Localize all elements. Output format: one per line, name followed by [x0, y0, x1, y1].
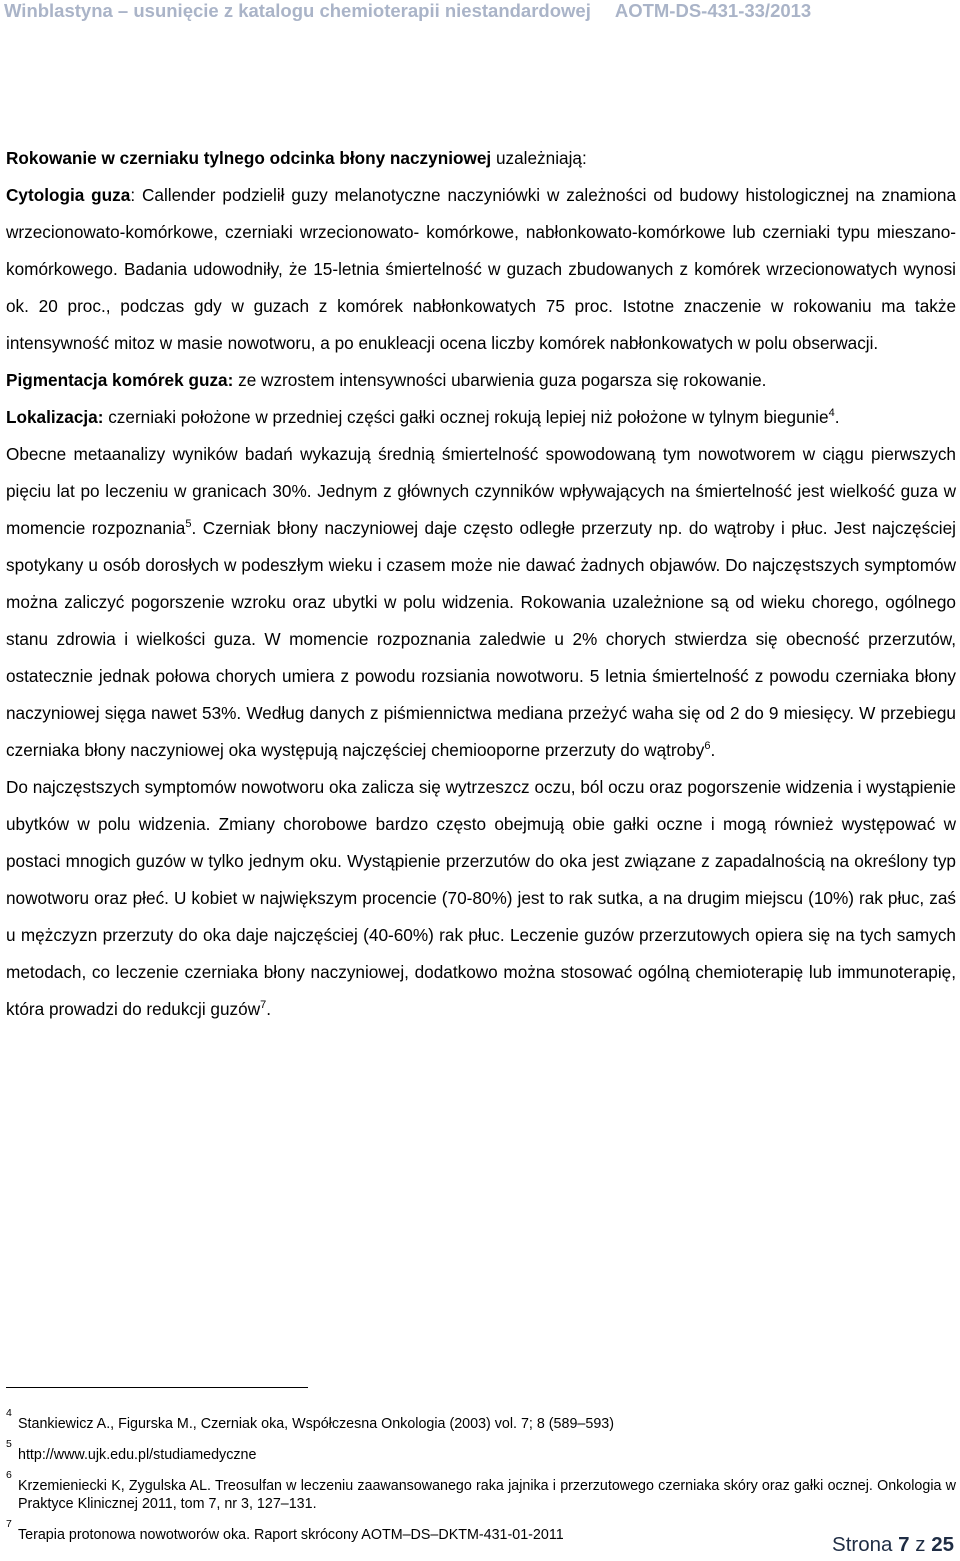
footnote-number: 4	[6, 1407, 12, 1419]
footnote-item	[6, 1408, 956, 1433]
paragraph-pigmentation	[6, 362, 956, 399]
paragraph-symptoms	[6, 769, 956, 1028]
metaanalyses-end: .	[710, 740, 716, 760]
symptoms-end: .	[266, 999, 272, 1019]
page-number-footer	[832, 1533, 954, 1557]
metaanalyses-text-b: . Czerniak błony naczyniowej daje często odległe przerzuty np. do wątroby i płuc. Jest najczęściej spotykany u osób dorosłych w podeszłym wieku i czasem może nie dawać żadnych objawów. Do najczęstszych symptomów można zaliczyć pogorszenie wzroku oraz ubytki w polu widzenia. Rokowania uzależnione są od wieku chorego, ogólnego stanu zdrowia i wielkości guza. W momencie rozpoznania zaledwie u 2% chorych stwierdza się obecność przerzutów, ostatecznie jednak połowa chorych umiera z powodu rozsiania nowotworu. 5 letnia śmiertelność z powodu czerniaka błony naczyniowej sięga nawet 53%. Według danych z piśmiennictwa mediana przeżyć waha się od 2 do 9 miesięcy. W przebiegu czerniaka błony naczyniowej oka występują najczęściej chemiooporne przerzuty do wątroby	[6, 518, 956, 760]
footnote-item	[6, 1519, 956, 1544]
header-document-code: AOTM-DS-431-33/2013	[614, 0, 812, 21]
footnote-number: 7	[6, 1518, 12, 1530]
footnote-item	[6, 1470, 956, 1513]
footnote-text: Stankiewicz A., Figurska M., Czerniak oka, Współczesna Onkologia (2003) vol. 7; 8 (589–593)	[18, 1416, 614, 1432]
page-label: Strona	[832, 1533, 893, 1556]
footnote-item	[6, 1439, 956, 1464]
paragraph-metaanalyses	[6, 436, 956, 769]
footnote-number: 5	[6, 1438, 12, 1450]
page-of: z	[915, 1533, 926, 1556]
location-text: czerniaki położone w przedniej części gałki ocznej rokują lepiej niż położone w tylnym biegunie	[103, 407, 829, 427]
paragraph-cytology	[6, 177, 956, 362]
cytology-text: : Callender podzielił guzy melanotyczne naczyniówki w zależności od budowy histologicznej na znamiona wrzecionowato-komórkowe, czerniaki wrzecionowato- komórkowe, nabłonkowato-komórkowe lub czerniaki typu mieszano-komórkowego. Badania udowodniły, że 15-letnia śmiertelność w guzach zbudowanych z komórek wrzecionowatych wynosi ok. 20 proc., podczas gdy w guzach z komórek nabłonkowatych 75 proc. Istotne znaczenie w rokowaniu ma także intensywność mitoz w masie nowotworu, a po enukleacji ocena liczby komórek nabłonkowatych w polu obserwacji.	[6, 185, 956, 353]
metaanalyses-text-a: Obecne metaanalizy wyników badań wykazują średnią śmiertelność spowodowaną tym nowotworem w ciągu pierwszych pięciu lat po leczeniu w granicach 30%. Jednym z głównych czynników wpływających na śmiertelność jest wielkość guza w momencie rozpoznania	[6, 444, 956, 538]
header-title: Winblastyna – usunięcie z katalogu chemioterapii niestandardowej	[4, 0, 591, 21]
cytology-term: Cytologia guza	[6, 185, 131, 205]
paragraph-prognosis-intro	[6, 140, 956, 177]
prognosis-heading: Rokowanie w czerniaku tylnego odcinka błony naczyniowej	[6, 148, 492, 168]
paragraph-location	[6, 399, 956, 436]
location-end: .	[834, 407, 840, 427]
symptoms-text: Do najczęstszych symptomów nowotworu oka zalicza się wytrzeszcz oczu, ból oczu oraz pogorszenie widzenia i wystąpienie ubytków w polu widzenia. Zmiany chorobowe bardzo często obejmują obie gałki oczne i mogą również występować w postaci mnogich guzów w tylko jednym oku. Wystąpienie przerzutów do oka jest związane z zapadalnością na określony typ nowotworu oraz płeć. U kobiet w największym procencie (70-80%) jest to rak sutka, a na drugim miejscu (10%) rak płuc, zaś u mężczyzn przerzuty do oka daje najczęściej (40-60%) rak płuc. Leczenie guzów przerzutowych opiera się na tych samych metodach, co leczenie czerniaka błony naczyniowej, dodatkowo można stosować ogólną chemioterapię lub immunoterapię, która prowadzi do redukcji guzów	[6, 777, 956, 1019]
total-pages: 25	[931, 1533, 954, 1556]
footnote-link[interactable]: http://www.ujk.edu.pl/studiamedyczne	[18, 1447, 257, 1463]
footnote-separator	[6, 1387, 308, 1388]
pigmentation-term: Pigmentacja komórek guza:	[6, 370, 234, 390]
prognosis-heading-rest: uzależniają:	[491, 148, 587, 168]
location-term: Lokalizacja:	[6, 407, 104, 427]
current-page: 7	[898, 1533, 910, 1556]
footnote-number: 6	[6, 1469, 12, 1481]
footnote-text: Terapia protonowa nowotworów oka. Raport skrócony AOTM–DS–DKTM-431-01-2011	[18, 1527, 564, 1543]
footnote-ref-5[interactable]: 5	[185, 518, 192, 530]
pigmentation-text: ze wzrostem intensywności ubarwienia guza pogarsza się rokowanie.	[233, 370, 767, 390]
footnote-text: Krzemieniecki K, Zygulska AL. Treosulfan w leczeniu zaawansowanego raka jajnika i przerzutowego czerniaka skóry oraz gałki ocznej. Onkologia w Praktyce Klinicznej 2011, tom 7, nr 3, 127–131.	[18, 1478, 956, 1512]
running-header	[4, 0, 960, 24]
footnotes	[6, 1408, 956, 1550]
footnote-ref-6[interactable]: 6	[704, 740, 711, 752]
footnote-ref-7[interactable]: 7	[260, 999, 267, 1011]
footnote-ref-4[interactable]: 4	[828, 407, 835, 419]
main-text	[6, 140, 956, 1028]
